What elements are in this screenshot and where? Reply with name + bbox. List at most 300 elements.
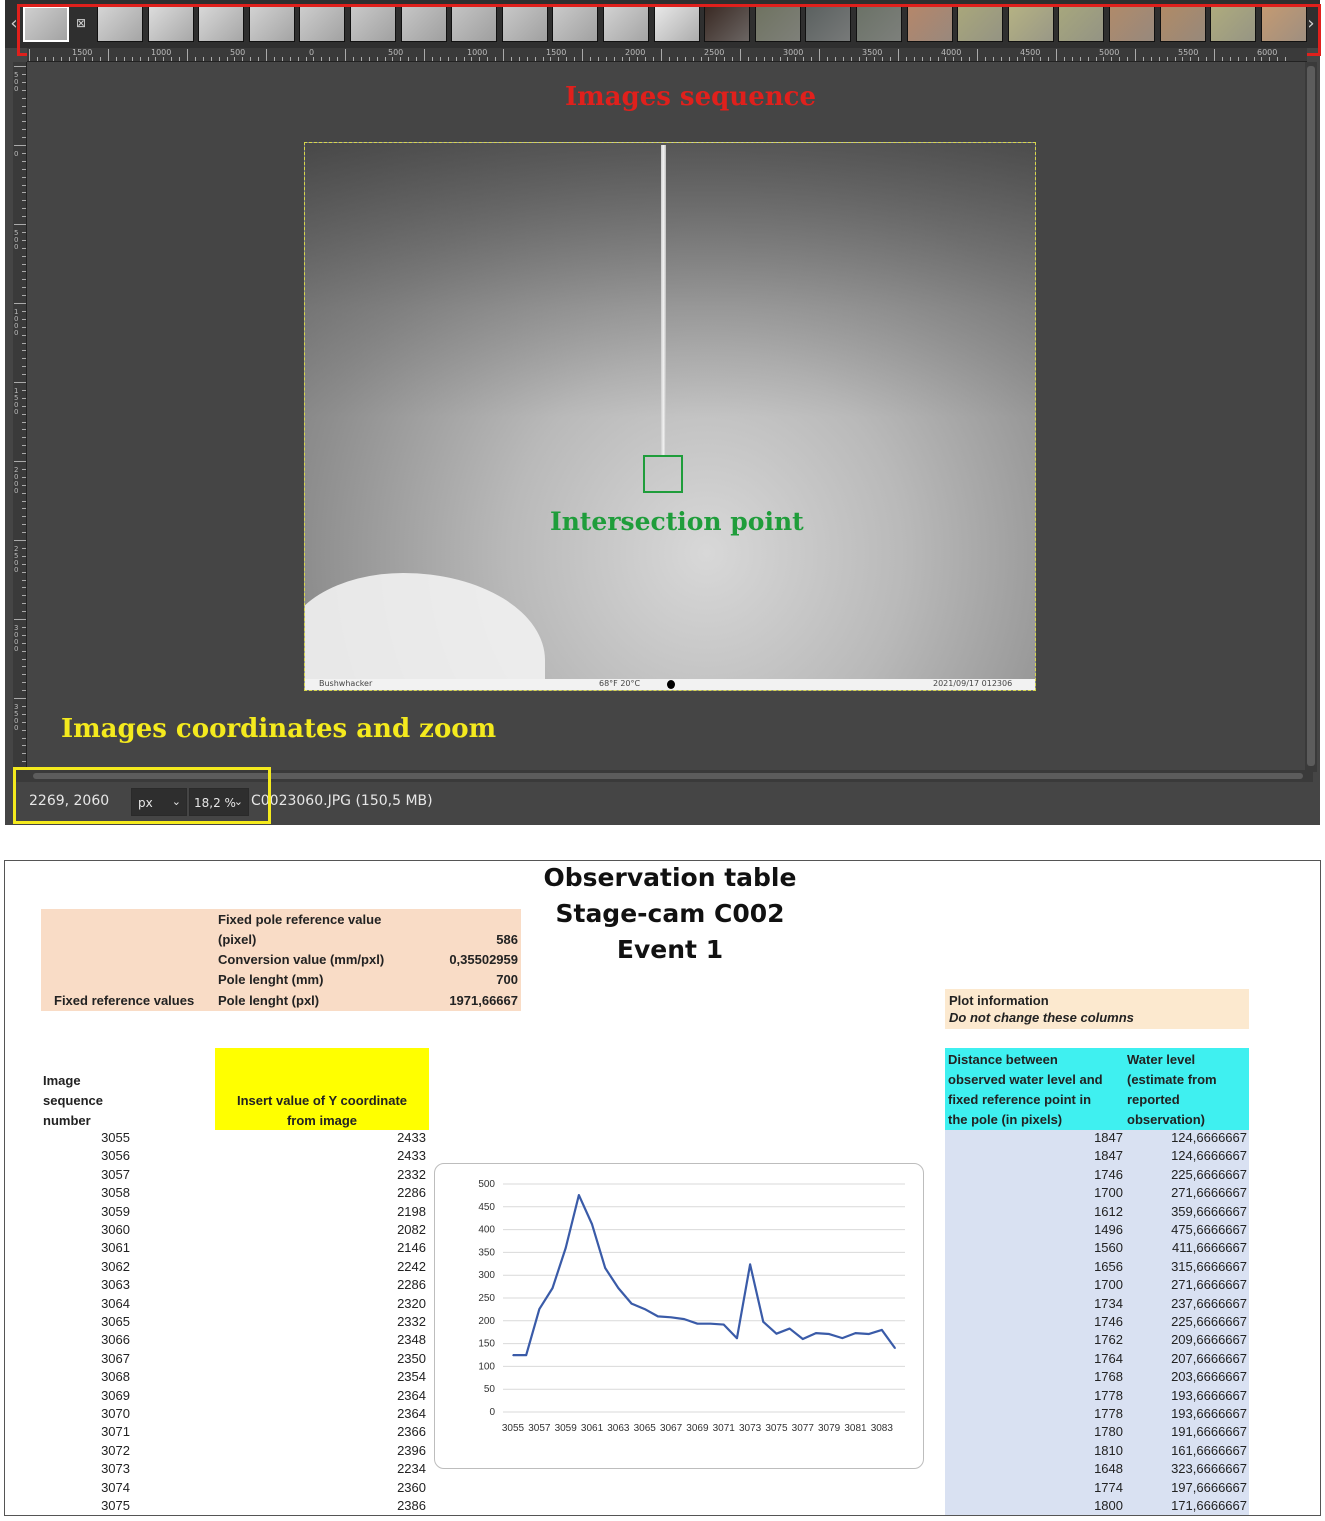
ruler-tick (22, 690, 26, 691)
sequence-cell: 3070 (101, 1406, 130, 1421)
y-coordinate-column-header (215, 1048, 429, 1130)
ruler-tick (22, 587, 26, 588)
ruler-tick (456, 57, 457, 61)
ruler-tick (622, 57, 623, 61)
header-line: Insert value of Y coordinate (236, 1093, 407, 1108)
y-coordinate-cell[interactable]: 2396 (397, 1442, 426, 1458)
ruler-label: 3000 (14, 624, 19, 653)
header-line: observed water level and (948, 1072, 1103, 1087)
ruler-tick (22, 651, 26, 652)
ruler-label: 0 (14, 150, 19, 158)
ruler-tick (22, 422, 26, 423)
data-point (552, 1287, 554, 1289)
fixed-value[interactable]: 1971,66667 (449, 993, 518, 1008)
ruler-tick (187, 49, 188, 61)
water-level-cell: 225,6666667 (1171, 1314, 1247, 1329)
image-thumbnail[interactable] (704, 6, 750, 42)
ruler-tick (298, 57, 299, 61)
water-level-chart[interactable] (434, 1163, 924, 1469)
ruler-tick (582, 49, 583, 61)
ruler-tick (748, 57, 749, 61)
distance-cell: 1734 (1094, 1295, 1123, 1311)
distance-cell: 1847 (1094, 1130, 1123, 1145)
ruler-tick (22, 666, 26, 667)
ruler-tick (22, 232, 26, 233)
zoom-select[interactable] (189, 788, 249, 816)
sequence-cell: 3058 (101, 1185, 130, 1201)
data-point (842, 1337, 844, 1339)
ruler-tick (22, 358, 26, 359)
data-point (736, 1337, 738, 1339)
sequence-column-header (43, 1071, 163, 1131)
image-thumbnail[interactable] (198, 6, 244, 42)
image-thumbnail[interactable] (1160, 6, 1206, 42)
ruler-tick (22, 240, 26, 241)
data-point (815, 1332, 817, 1334)
sequence-cell: 3067 (101, 1350, 130, 1366)
x-tick-label: 3063 (607, 1423, 630, 1434)
photo-bank (304, 573, 545, 691)
ruler-tick (637, 57, 638, 61)
sequence-cell: 3064 (101, 1295, 130, 1311)
ruler-tick (116, 57, 117, 61)
x-tick-label: 3065 (633, 1423, 656, 1434)
x-tick-label: 3069 (686, 1423, 709, 1434)
ruler-tick (1269, 57, 1270, 61)
ruler-tick (1175, 57, 1176, 61)
ruler-tick (1277, 57, 1278, 61)
ruler-tick (22, 82, 26, 83)
ruler-tick (400, 57, 401, 61)
ruler-tick (22, 429, 26, 430)
ruler-tick (1190, 57, 1191, 61)
ruler-tick (76, 57, 77, 61)
ruler-tick (1261, 57, 1262, 61)
image-thumbnail[interactable] (603, 6, 649, 42)
ruler-tick (922, 57, 923, 61)
y-tick-label: 350 (478, 1247, 495, 1259)
x-tick-label: 3077 (791, 1423, 814, 1434)
image-thumbnail[interactable] (401, 6, 447, 42)
y-tick-label: 150 (478, 1338, 495, 1350)
ruler-tick (140, 57, 141, 61)
fixed-value[interactable]: 700 (496, 972, 518, 987)
ruler-tick (1238, 57, 1239, 61)
ruler-tick (329, 57, 330, 61)
header-line: the pole (in pixels) (948, 1112, 1063, 1127)
y-coordinate-cell[interactable]: 2146 (397, 1240, 426, 1256)
vertical-ruler (13, 62, 27, 767)
ruler-tick (22, 406, 26, 407)
ruler-tick (22, 366, 26, 367)
image-thumbnail[interactable] (552, 6, 598, 42)
ruler-tick (22, 90, 26, 91)
ruler-tick (124, 57, 125, 61)
ruler-tick (321, 57, 322, 61)
image-thumbnail[interactable] (755, 6, 801, 42)
distance-cell: 1496 (1094, 1222, 1123, 1237)
ruler-tick (558, 57, 559, 61)
ruler-tick (22, 350, 26, 351)
ruler-tick (22, 493, 26, 494)
ruler-tick (306, 57, 307, 61)
ruler-tick (22, 319, 26, 320)
water-level-cell: 191,6666667 (1171, 1424, 1247, 1440)
y-coordinate-cell[interactable]: 2354 (397, 1369, 426, 1385)
data-point (776, 1333, 778, 1335)
ruler-tick (440, 57, 441, 61)
image-thumbnail[interactable] (1109, 6, 1155, 42)
horizontal-scrollbar[interactable] (13, 770, 1313, 782)
ruler-tick (772, 57, 773, 61)
ruler-tick (22, 327, 26, 328)
ruler-tick (22, 469, 26, 470)
image-thumbnail[interactable] (502, 6, 548, 42)
ruler-tick (203, 57, 204, 61)
ruler-tick (827, 57, 828, 61)
table-row (5, 1480, 1305, 1498)
distance-cell: 1648 (1094, 1461, 1123, 1477)
ruler-tick (345, 49, 346, 61)
header-line: fixed reference point in (948, 1092, 1092, 1107)
ruler-tick (14, 224, 26, 225)
image-thumbnail[interactable] (299, 6, 345, 42)
y-coordinate-cell[interactable]: 2360 (397, 1479, 426, 1495)
image-thumbnail[interactable] (907, 6, 953, 42)
sequence-cell: 3062 (101, 1258, 130, 1274)
ruler-tick (1080, 57, 1081, 61)
ruler-tick (590, 57, 591, 61)
ruler-tick (756, 57, 757, 61)
ruler-tick (574, 57, 575, 61)
table-row (5, 1498, 1305, 1516)
ruler-tick (1040, 57, 1041, 61)
data-point (644, 1308, 646, 1310)
chevron-left-icon[interactable]: ‹ (10, 13, 18, 34)
chevron-right-icon[interactable]: › (1307, 13, 1315, 34)
ruler-tick (882, 57, 883, 61)
ruler-tick (22, 311, 26, 312)
data-point (591, 1223, 593, 1225)
fixed-value[interactable]: 586 (496, 932, 518, 947)
water-level-cell: 203,6666667 (1171, 1369, 1247, 1385)
y-coordinate-cell[interactable]: 2332 (397, 1166, 426, 1182)
ruler-tick (385, 57, 386, 61)
ruler-tick (29, 49, 30, 61)
water-level-cell: 193,6666667 (1171, 1387, 1247, 1403)
water-level-cell: 197,6666667 (1171, 1479, 1247, 1495)
data-point (565, 1247, 567, 1249)
fixed-label: Conversion value (mm/pxl) (218, 952, 385, 967)
ruler-tick (550, 57, 551, 61)
y-coordinate-cell[interactable]: 2286 (397, 1277, 426, 1293)
water-level-cell: 475,6666667 (1171, 1222, 1247, 1237)
header-line: reported (1127, 1092, 1180, 1107)
header-line: from image (286, 1113, 358, 1128)
ruler-tick (22, 643, 26, 644)
data-point (631, 1303, 633, 1305)
ruler-tick (219, 57, 220, 61)
x-tick-label: 3079 (818, 1423, 841, 1434)
distance-cell: 1560 (1094, 1240, 1123, 1256)
photo-vegetation-shade (305, 143, 1035, 417)
data-point (657, 1316, 659, 1318)
ruler-tick (282, 57, 283, 61)
y-coordinate-cell[interactable]: 2242 (397, 1258, 426, 1274)
ruler-tick (108, 49, 109, 61)
distance-cell: 1612 (1094, 1203, 1123, 1219)
ruler-tick (211, 57, 212, 61)
ruler-tick (408, 57, 409, 61)
ruler-tick (503, 49, 504, 61)
image-thumbnail[interactable] (249, 6, 295, 42)
ruler-tick (22, 745, 26, 746)
image-thumbnail-strip[interactable] (5, 0, 1320, 48)
camera-datetime: 2021/09/17 012306 (933, 679, 1013, 688)
sequence-cell: 3066 (101, 1332, 130, 1348)
x-tick-label: 3059 (554, 1423, 577, 1434)
ruler-tick (511, 57, 512, 61)
ruler-tick (1009, 57, 1010, 61)
x-tick-label: 3061 (580, 1423, 604, 1434)
ruler-tick (22, 153, 26, 154)
data-point (828, 1333, 830, 1335)
vertical-scroll-thumb[interactable] (1307, 66, 1315, 766)
y-coordinate-cell[interactable]: 2364 (397, 1387, 426, 1403)
ruler-tick (985, 57, 986, 61)
y-coordinate-cell[interactable]: 2198 (397, 1203, 426, 1219)
ruler-tick (353, 57, 354, 61)
image-thumbnail[interactable] (1210, 6, 1256, 42)
chevron-down-icon[interactable]: ⌄ (233, 795, 243, 808)
ruler-tick (1182, 57, 1183, 61)
ruler-tick (1246, 57, 1247, 61)
chevron-down-icon[interactable]: ⌄ (171, 795, 181, 808)
ruler-tick (22, 200, 26, 201)
water-level-cell: 124,6666667 (1171, 1148, 1247, 1164)
data-point (749, 1264, 751, 1266)
ruler-tick (464, 57, 465, 61)
y-coordinate-cell[interactable]: 2433 (397, 1130, 426, 1145)
ruler-tick (1206, 57, 1207, 61)
chart-svg (435, 1164, 925, 1470)
unit-select[interactable] (131, 788, 187, 816)
data-point (525, 1354, 527, 1356)
ruler-tick (803, 57, 804, 61)
sheet-event: Event 1 (616, 935, 724, 964)
horizontal-scroll-thumb[interactable] (33, 773, 1303, 779)
x-tick-label: 3055 (501, 1423, 525, 1434)
header-line: Water level (1127, 1052, 1196, 1067)
ruler-tick (519, 57, 520, 61)
ruler-tick (290, 57, 291, 61)
ruler-tick (724, 57, 725, 61)
ruler-tick (22, 335, 26, 336)
ruler-tick (1111, 57, 1112, 61)
y-tick-label: 300 (478, 1270, 495, 1282)
y-coordinate-cell[interactable]: 2366 (397, 1424, 426, 1440)
water-level-cell: 315,6666667 (1171, 1258, 1247, 1274)
header-line: number (43, 1113, 91, 1128)
image-thumbnail[interactable] (1058, 6, 1104, 42)
distance-cell: 1764 (1094, 1350, 1123, 1366)
ruler-tick (598, 57, 599, 61)
ruler-tick (14, 303, 26, 304)
sequence-cell: 3061 (101, 1240, 130, 1256)
ruler-tick (227, 57, 228, 61)
distance-column-header (948, 1050, 1123, 1130)
image-thumbnail[interactable] (1261, 6, 1307, 42)
x-tick-label: 3071 (712, 1423, 735, 1434)
y-coordinate-cell[interactable]: 2364 (397, 1406, 426, 1421)
ruler-tick (22, 580, 26, 581)
moon-icon (667, 680, 675, 689)
water-level-cell: 161,6666667 (1171, 1442, 1247, 1458)
ruler-tick (1135, 49, 1136, 61)
image-thumbnail[interactable] (805, 6, 851, 42)
ruler-tick (614, 57, 615, 61)
data-point (868, 1333, 870, 1335)
fixed-value[interactable]: 0,35502959 (449, 952, 518, 967)
ruler-tick (22, 674, 26, 675)
ruler-tick (132, 57, 133, 61)
y-coordinate-cell[interactable]: 2433 (397, 1148, 426, 1164)
ruler-tick (1230, 57, 1231, 61)
ruler-tick (22, 603, 26, 604)
data-point (512, 1354, 514, 1356)
sequence-cell: 3068 (101, 1369, 130, 1385)
ruler-tick (22, 532, 26, 533)
water-level-cell: 271,6666667 (1171, 1185, 1247, 1201)
ruler-tick (69, 57, 70, 61)
y-coordinate-cell[interactable]: 2082 (397, 1222, 426, 1237)
status-bar (13, 785, 1317, 819)
water-level-cell: 124,6666667 (1171, 1130, 1247, 1145)
ruler-tick (337, 57, 338, 61)
water-level-cell: 207,6666667 (1171, 1350, 1247, 1366)
image-thumbnail[interactable] (97, 6, 143, 42)
ruler-tick (22, 682, 26, 683)
data-point (604, 1267, 606, 1269)
ruler-tick (432, 57, 433, 61)
y-coordinate-cell[interactable]: 2348 (397, 1332, 426, 1348)
distance-cell: 1700 (1094, 1185, 1123, 1201)
x-tick-label: 3075 (765, 1423, 788, 1434)
water-level-cell: 271,6666667 (1171, 1277, 1247, 1293)
ruler-tick (22, 208, 26, 209)
y-coordinate-cell[interactable]: 2332 (397, 1314, 426, 1329)
water-level-cell: 193,6666667 (1171, 1406, 1247, 1421)
vertical-scrollbar[interactable] (1305, 62, 1317, 772)
ruler-tick (14, 619, 26, 620)
ruler-tick (543, 57, 544, 61)
ruler-tick (527, 57, 528, 61)
ruler-tick (14, 382, 26, 383)
ruler-label: 5000 (1099, 48, 1120, 57)
x-tick-label: 3083 (870, 1423, 893, 1434)
ruler-tick (629, 57, 630, 61)
ruler-tick (669, 57, 670, 61)
ruler-label: 1000 (467, 48, 488, 57)
ruler-tick (22, 343, 26, 344)
data-point (881, 1329, 883, 1331)
data-point (789, 1328, 791, 1330)
ruler-tick (1032, 57, 1033, 61)
ruler-label: 2000 (14, 466, 19, 495)
ruler-tick (795, 57, 796, 61)
fixed-label: Pole lenght (mm) (218, 972, 324, 987)
ruler-tick (953, 57, 954, 61)
y-coordinate-cell[interactable]: 2350 (397, 1350, 426, 1366)
image-thumbnail[interactable] (1008, 6, 1054, 42)
unit-value: px (138, 796, 153, 810)
ruler-tick (14, 540, 26, 541)
zoom-value: 18,2 % (194, 796, 236, 810)
ruler-tick (424, 49, 425, 61)
ruler-tick (22, 264, 26, 265)
y-tick-label: 50 (483, 1384, 495, 1396)
plot-columns-header (945, 1048, 1249, 1130)
image-thumbnail[interactable] (957, 6, 1003, 42)
data-point (710, 1323, 712, 1325)
y-coordinate-cell[interactable]: 2320 (397, 1295, 426, 1311)
image-thumbnail[interactable] (23, 6, 69, 42)
ruler-tick (22, 714, 26, 715)
water-level-cell: 237,6666667 (1171, 1295, 1247, 1311)
image-thumbnail[interactable] (856, 6, 902, 42)
ruler-tick (14, 698, 26, 699)
ruler-tick (100, 57, 101, 61)
y-coordinate-cell[interactable]: 2234 (397, 1461, 426, 1477)
water-level-cell: 209,6666667 (1171, 1332, 1247, 1348)
y-coordinate-cell[interactable]: 2286 (397, 1185, 426, 1201)
ruler-tick (914, 57, 915, 61)
ruler-label: 2500 (704, 48, 725, 57)
ruler-tick (938, 57, 939, 61)
image-thumbnail[interactable] (350, 6, 396, 42)
distance-cell: 1778 (1094, 1387, 1123, 1403)
image-thumbnail[interactable] (654, 6, 700, 42)
image-thumbnail[interactable] (451, 6, 497, 42)
ruler-tick (22, 216, 26, 217)
ruler-tick (787, 57, 788, 61)
close-icon[interactable]: ⊠ (75, 16, 87, 30)
stage-cam-photo[interactable] (304, 142, 1036, 691)
image-thumbnail[interactable] (148, 6, 194, 42)
data-point (855, 1332, 857, 1334)
y-tick-label: 450 (478, 1201, 495, 1213)
y-coordinate-cell[interactable]: 2386 (397, 1498, 426, 1513)
distance-cell: 1810 (1094, 1442, 1123, 1458)
fixed-group-label: Fixed reference values (54, 993, 195, 1008)
camera-temperature: 68°F 20°C (599, 679, 641, 688)
ruler-tick (693, 57, 694, 61)
header-line: (estimate from (1127, 1072, 1217, 1087)
camera-info-strip (305, 679, 1035, 690)
ruler-tick (250, 57, 251, 61)
ruler-tick (22, 414, 26, 415)
ruler-tick (851, 57, 852, 61)
water-level-cell: 225,6666667 (1171, 1166, 1247, 1182)
ruler-tick (1064, 57, 1065, 61)
ruler-label: 4000 (941, 48, 962, 57)
y-tick-label: 500 (478, 1179, 495, 1190)
sequence-cell: 3072 (101, 1442, 130, 1458)
ruler-tick (780, 57, 781, 61)
ruler-tick (471, 57, 472, 61)
x-tick-label: 3081 (844, 1423, 867, 1434)
ruler-tick (84, 57, 85, 61)
